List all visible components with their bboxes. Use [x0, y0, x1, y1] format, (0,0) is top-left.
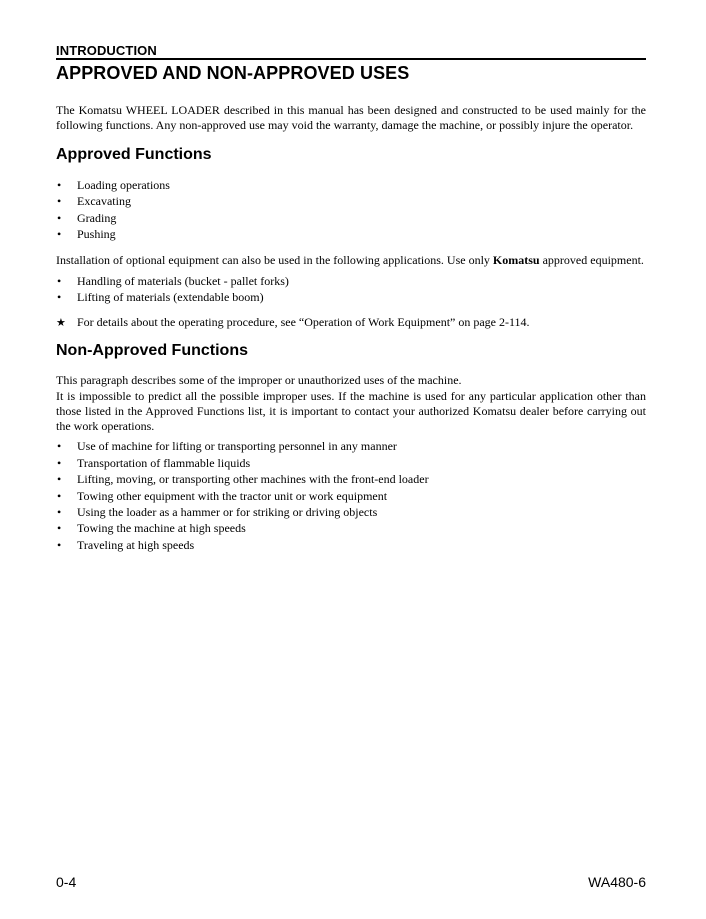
bullet-icon: •	[57, 194, 62, 209]
bullet-icon: •	[57, 210, 62, 225]
page-title: APPROVED AND NON-APPROVED USES	[56, 63, 410, 83]
optional-text-after: approved equipment.	[539, 252, 644, 267]
bullet-icon: •	[57, 227, 62, 242]
list-item-text: Towing other equipment with the tractor unit or work equipment	[77, 488, 388, 503]
list-item	[56, 210, 646, 226]
list-item	[56, 504, 646, 520]
section-label: INTRODUCTION	[56, 43, 157, 58]
list-item	[56, 177, 646, 193]
non-approved-list	[56, 438, 646, 553]
optional-list	[56, 273, 646, 306]
header-rule	[56, 58, 646, 60]
approved-list	[56, 177, 646, 243]
reference-note-text: For details about the operating procedure, see “Operation of Work Equipment” on page 2-114.	[77, 315, 530, 330]
bullet-icon: •	[57, 178, 62, 192]
list-item	[56, 471, 646, 487]
bullet-icon: •	[57, 439, 62, 454]
model-number: WA480-6	[588, 874, 646, 890]
list-item-text: Traveling at high speeds	[77, 537, 195, 552]
reference-note	[56, 315, 646, 330]
list-item	[56, 226, 646, 242]
non-approved-paragraph-1: This paragraph describes some of the improper or unauthorized uses of the machine.	[56, 373, 462, 388]
bullet-icon: •	[57, 488, 62, 503]
list-item-text: Excavating	[77, 194, 131, 209]
list-item	[56, 455, 646, 471]
list-item	[56, 438, 646, 454]
approved-heading: Approved Functions	[56, 146, 212, 163]
list-item	[56, 193, 646, 209]
list-item-text: Using the loader as a hammer or for striking or driving objects	[77, 505, 378, 520]
star-icon: ★	[56, 316, 66, 330]
bullet-icon: •	[57, 505, 62, 520]
optional-text-before: Installation of optional equipment can also be used in the following applications. Use only	[56, 252, 493, 267]
bullet-icon: •	[57, 290, 62, 305]
list-item-text: Lifting, moving, or transporting other machines with the front-end loader	[77, 472, 429, 487]
list-item	[56, 273, 646, 289]
list-item-text: Handling of materials (bucket - pallet forks)	[77, 273, 289, 288]
list-item-text: Pushing	[77, 227, 116, 242]
intro-paragraph: The Komatsu WHEEL LOADER described in this manual has been designed and constructed to be used mainly for the following functions. Any non-approved use may void the warranty, damage the machine, or possibly injure the operator.	[56, 103, 646, 132]
list-item-text: Use of machine for lifting or transporting personnel in any manner	[77, 439, 397, 454]
list-item	[56, 537, 646, 553]
list-item	[56, 289, 646, 305]
page-number: 0-4	[56, 874, 77, 890]
list-item	[56, 488, 646, 504]
optional-equipment-paragraph	[56, 253, 646, 268]
list-item	[56, 520, 646, 536]
list-item-text: Lifting of materials (extendable boom)	[77, 290, 264, 305]
page-content	[56, 103, 646, 553]
list-item-text: Grading	[77, 210, 117, 225]
non-approved-paragraph-2: It is impossible to predict all the possible improper uses. If the machine is used for any particular application other than those listed in the Approved Functions list, it is important to contact your authorized Komatsu dealer before carrying out the work operations.	[56, 389, 646, 434]
bullet-icon: •	[57, 455, 62, 470]
bullet-icon: •	[57, 521, 62, 536]
bullet-icon: •	[57, 537, 62, 552]
manual-page	[56, 0, 646, 919]
bullet-icon: •	[57, 273, 62, 288]
list-item-text: Towing the machine at high speeds	[77, 521, 246, 536]
non-approved-heading: Non-Approved Functions	[56, 342, 248, 360]
list-item-text: Loading operations	[77, 178, 170, 192]
list-item-text: Transportation of flammable liquids	[77, 455, 251, 470]
optional-brand: Komatsu	[492, 252, 540, 267]
bullet-icon: •	[57, 472, 62, 487]
